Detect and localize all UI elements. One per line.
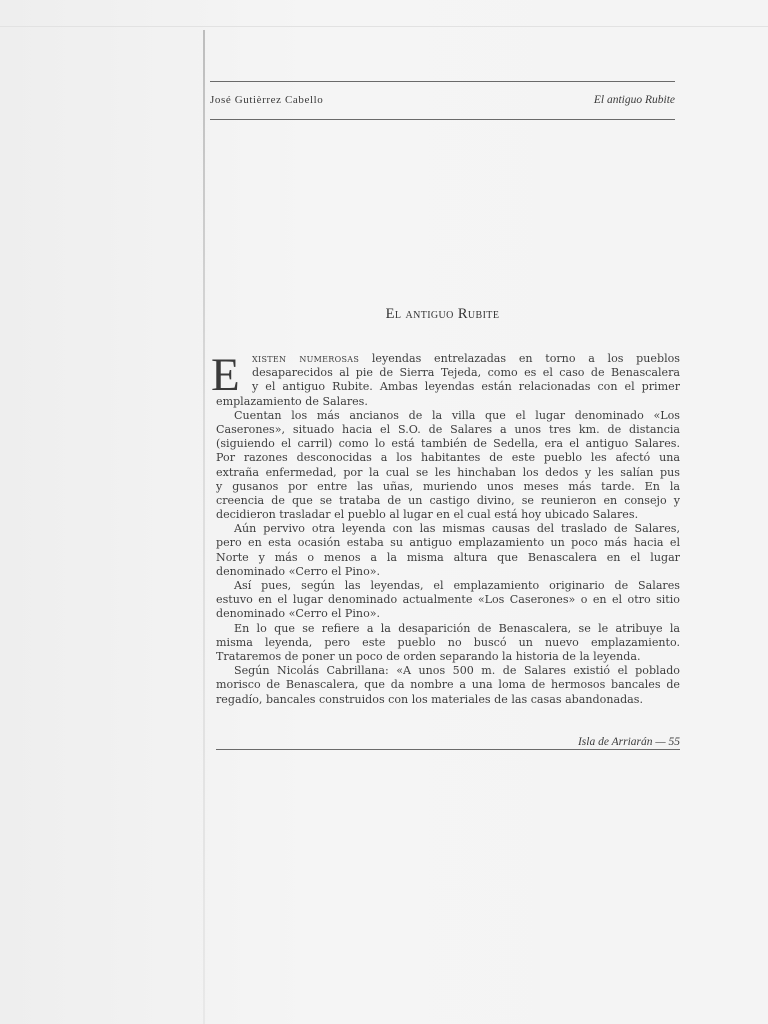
body-line: Cuentan los más ancianos de la villa que el lugar denominado «Los [234, 408, 680, 422]
body-line: pero en esta ocasión estaba su antiguo emplazamiento un poco más hacia el [216, 536, 680, 550]
opening-small-caps: xisten numerosas [252, 352, 360, 365]
body-line: decidieron trasladar el pueblo al lugar en el cual está hoy ubicado Salares. [216, 508, 639, 522]
body-line: Trataremos de poner un poco de orden separando la historia de la leyenda. [216, 649, 641, 663]
body-line: estuvo en el lugar denominado actualmente «Los Caserones» o en el otro sitio [216, 593, 680, 607]
body-line: misma leyenda, pero este pueblo no buscó un nuevo emplazamiento. [216, 635, 680, 649]
header-rule-bottom [210, 119, 675, 120]
drop-cap: E [211, 349, 240, 401]
body-line: creencia de que se trataba de un castigo divino, se reunieron en consejo y [216, 493, 680, 507]
body-line: xisten numerosas leyendas entrelazadas en torno a los pueblos [252, 352, 680, 365]
body-line: y el antiguo Rubite. Ambas leyendas están relacionadas con el primer [252, 380, 680, 394]
body-line: desaparecidos al pie de Sierra Tejeda, como es el caso de Benascalera [252, 366, 680, 380]
body-line: y gusanos por entre las uñas, muriendo unos meses más tarde. En la [216, 479, 680, 493]
page-footer: Isla de Arriarán — 55 [577, 736, 680, 748]
body-line: Norte y más o menos a la misma altura que Benascalera en el lugar [216, 550, 680, 564]
body-line: Caserones», situado hacia el S.O. de Salares a unos tres km. de distancia [216, 422, 680, 436]
body-line: En lo que se refiere a la desaparición de Benascalera, se le atribuye la [234, 621, 680, 635]
body-line: extraña enfermedad, por la cual se les hinchaban los dedos y les salían pus [216, 465, 680, 479]
footer-rule [216, 749, 680, 750]
body-line: denominado «Cerro el Pino». [216, 564, 381, 578]
body-line: Según Nicolás Cabrillana: «A unos 500 m. de Salares existió el poblado [234, 664, 680, 678]
body-line: denominado «Cerro el Pino». [216, 607, 381, 621]
page-left-edge [203, 30, 205, 1024]
body-line: Por razones desconocidas a los habitantes de este pueblo les afectó una [216, 451, 680, 465]
body-line: (siguiendo el carril) como lo está también de Sedella, era el antiguo Salares. [216, 437, 680, 451]
running-header-author: José Gutièrrez Cabello [210, 94, 324, 106]
body-line: regadío, bancales construidos con los materiales de las casas abandonadas. [216, 692, 644, 706]
body-line: emplazamiento de Salares. [216, 394, 368, 408]
header-rule-top [210, 81, 675, 82]
page-top-edge [0, 26, 768, 27]
body-line: morisco de Benascalera, que da nombre a una loma de hermosos bancales de [216, 678, 680, 692]
body-line: Aún pervivo otra leyenda con las mismas causas del traslado de Salares, [234, 522, 680, 536]
running-header-title: El antiguo Rubite [593, 94, 675, 106]
article-title: El antiguo Rubite [385, 306, 500, 322]
article-body [216, 352, 680, 707]
body-line: Así pues, según las leyendas, el emplazamiento originario de Salares [234, 579, 680, 592]
